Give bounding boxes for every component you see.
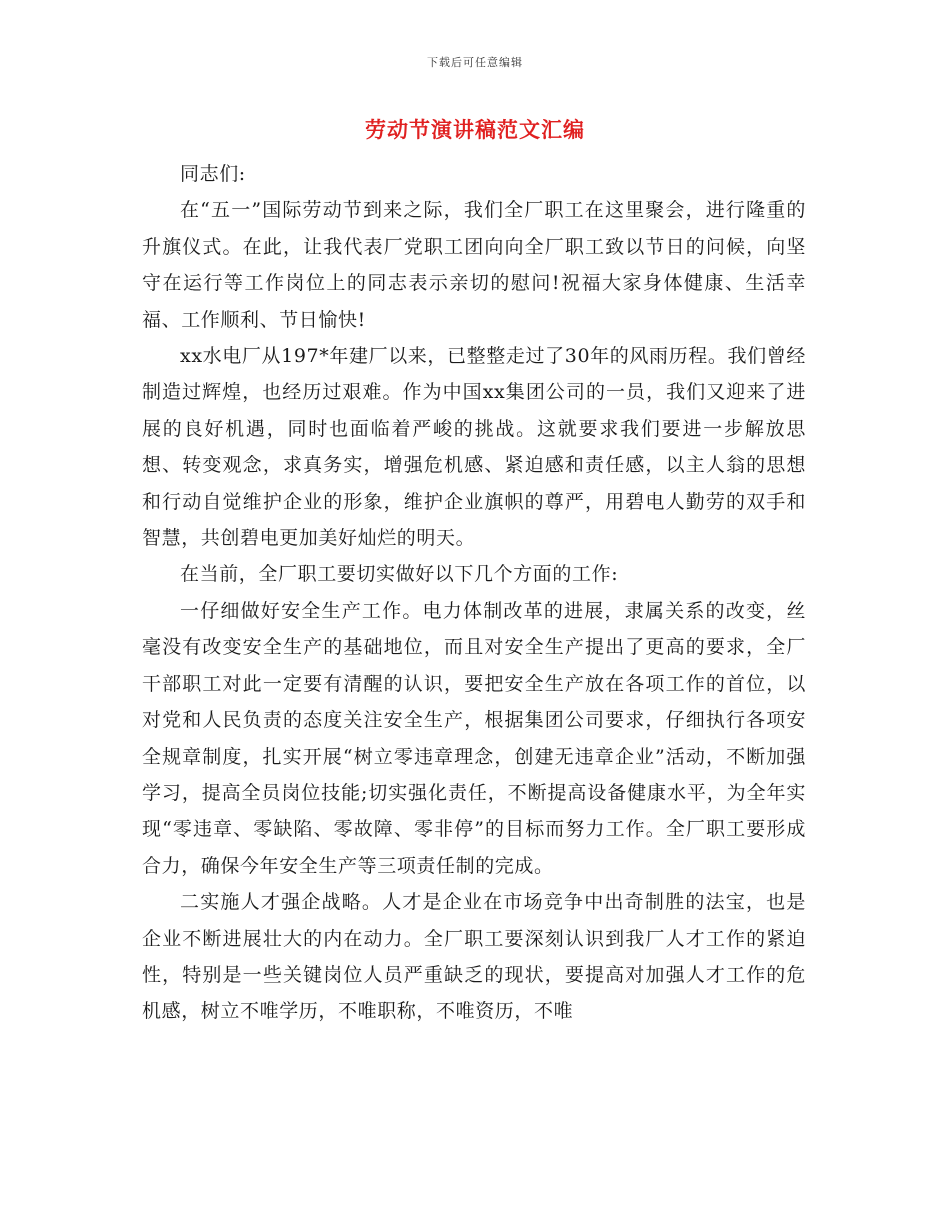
salutation: 同志们: [180, 163, 246, 185]
document-title: 劳动节演讲稿范文汇编 [365, 117, 585, 142]
paragraph: 一仔细做好安全生产工作。电力体制改革的进展，隶属关系的改变，丝毫没有改变安全生产的基础地位，而且对安全生产提出了更高的要求，全厂干部职工对此一定要有清醒的认识，要把安全生产放在各项工作的首位，以对党和人民负责的态度关注安全生产，根据集团公司要求，仔细执行各项安全规章制度，扎实开展“树立零违章理念，创建无违章企业”活动，不断加强学习，提高全员岗位技能;切实强化责任，不断提高设备健康水平，为全年实现“零违章、零缺陷、零故障、零非停”的目标而努力工作。全厂职工要形成合力，确保今年安全生产等三项责任制的完成。 [142, 599, 806, 877]
paragraph: xx水电厂从197*年建厂以来，已整整走过了30年的风雨历程。我们曾经制造过辉煌，也经历过艰难。作为中国xx集团公司的一员，我们又迎来了进展的良好机遇，同时也面临着严峻的挑战。这就要求我们要进一步解放思想、转变观念，求真务实，增强危机感、紧迫感和责任感，以主人翁的思想和行动自觉维护企业的形象，维护企业旗帜的尊严，用碧电人勤劳的双手和智慧，共创碧电更加美好灿烂的明天。 [142, 345, 806, 550]
paragraph: 在当前，全厂职工要切实做好以下几个方面的工作: [180, 563, 619, 586]
document-body [142, 156, 806, 1030]
header-note: 下载后可任意编辑 [427, 56, 523, 69]
paragraph: 二实施人才强企战略。人才是企业在市场竞争中出奇制胜的法宝，也是企业不断进展壮大的内在动力。全厂职工要深刻认识到我厂人才工作的紧迫性，特别是一些关键岗位人员严重缺乏的现状，要提高对加强人才工作的危机感，树立不唯学历，不唯职称，不唯资历，不唯 [142, 891, 806, 1023]
paragraph: 在“五一”国际劳动节到来之际，我们全厂职工在这里聚会，进行隆重的升旗仪式。在此，让我代表厂党职工团向向全厂职工致以节日的问候，向坚守在运行等工作岗位上的同志表示亲切的慰问!祝福大家身体健康、生活幸福、工作顺利、节日愉快! [142, 199, 806, 331]
